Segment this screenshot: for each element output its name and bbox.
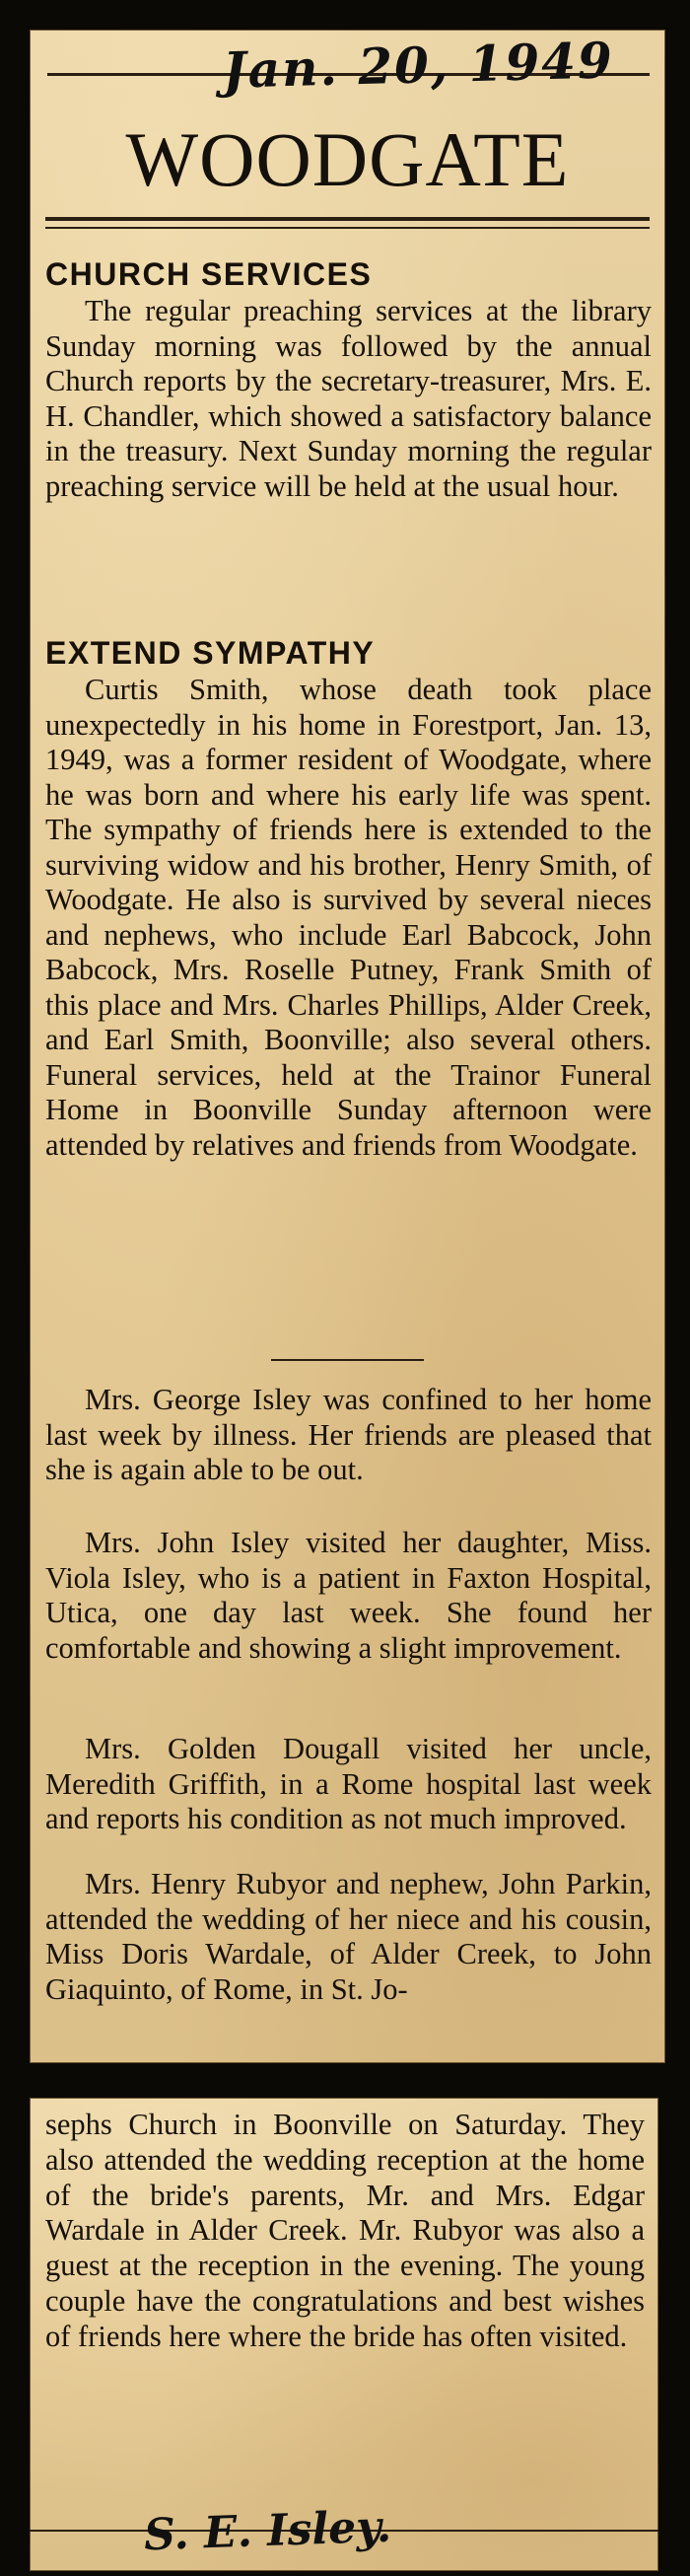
- handwritten-signature: S. E. Isley.: [143, 2501, 392, 2561]
- handwritten-date: Jan. 20, 1949: [222, 31, 615, 100]
- news-item-isley-illness: Mrs. George Isley was confined to her home last week by illness. Her friends are pleased that she is again able to be out.: [45, 1383, 652, 1486]
- section-heading-church-services: CHURCH SERVICES: [45, 256, 373, 292]
- masthead-rule-thin: [45, 227, 650, 229]
- section-body-extend-sympathy: Curtis Smith, whose death took place unexpectedly in his home in Forestport, Jan. 13, 1949, was a former resident of Woodgate, where he was born and where his early life was spent. The sympathy of friends here is extended to the surviving widow and his brother, Henry Smith, of Woodgate. He also is survived by several nieces and nephews, who include Earl Babcock, John Babcock, Mrs. Roselle Putney, Frank Smith of this place and Mrs. Charles Phillips, Alder Creek, and Earl Smith, Boonville; also several others. Funeral services, held at the Trainor Funeral Home in Boonville Sunday afternoon were attended by relatives and friends from Woodgate.: [45, 673, 652, 1162]
- masthead-title: WOODGATE: [125, 116, 570, 202]
- clipping-part-1: [30, 30, 665, 2063]
- news-item-rubyor-continued: sephs Church in Boonville on Saturday. They also attended the wedding reception at the home of the bride's parents, Mr. and Mrs. Edgar Wardale in Alder Creek. Mr. Rubyor was also a guest at the reception in the evening. The young couple have the congratulations and best wishes of friends here where the bride has often visited.: [45, 2108, 645, 2353]
- section-body-church-services: The regular preaching services at the library Sunday morning was followed by the annual Church reports by the secretary-treasurer, Mrs. E. H. Chandler, which showed a satisfactory balance in the treasury. Next Sunday morning the regular preaching service will be held at the usual hour.: [45, 294, 652, 503]
- section-heading-extend-sympathy: EXTEND SYMPATHY: [45, 635, 376, 671]
- news-item-viola-isley: Mrs. John Isley visited her daughter, Miss. Viola Isley, who is a patient in Faxton Hospital, Utica, one day last week. She found her comfortable and showing a slight improvement.: [45, 1526, 652, 1665]
- clipping-part-2: [30, 2098, 658, 2571]
- masthead-rule-thick: [45, 217, 650, 221]
- news-item-rubyor-wedding: Mrs. Henry Rubyor and nephew, John Parkin, attended the wedding of her niece and his cousin, Miss Doris Wardale, of Alder Creek, to John Giaquinto, of Rome, in St. Jo-: [45, 1867, 652, 2006]
- news-item-dougall: Mrs. Golden Dougall visited her uncle, Meredith Griffith, in a Rome hospital last week and reports his condition as not much improved.: [45, 1732, 652, 1835]
- item-divider: [271, 1359, 424, 1361]
